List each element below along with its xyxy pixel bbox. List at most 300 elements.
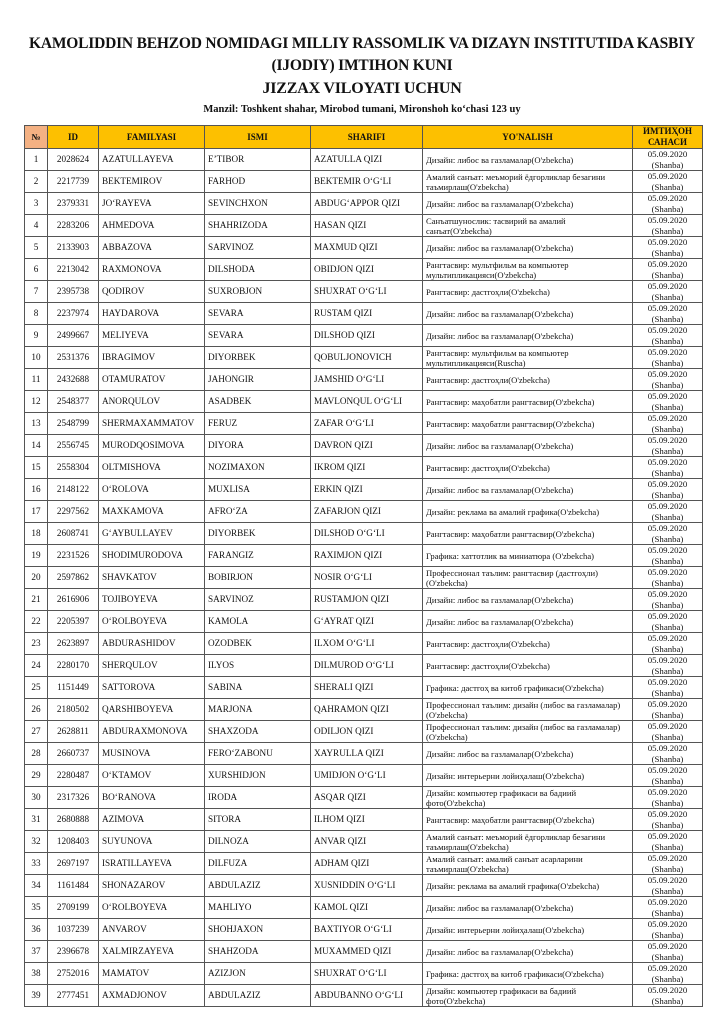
- cell-familyasi: AZIMOVA: [99, 809, 205, 831]
- cell-id: 2548799: [48, 413, 99, 435]
- cell-number: 33: [25, 853, 48, 875]
- cell-number: 26: [25, 699, 48, 721]
- cell-id: 2597862: [48, 567, 99, 589]
- cell-familyasi: QODIROV: [99, 281, 205, 303]
- cell-sharifi: DILSHOD QIZI: [311, 325, 423, 347]
- cell-yonalish: Дизайн: компьютер графикаси ва бадиий фото(O'zbekcha): [423, 787, 633, 809]
- candidates-table: [24, 125, 703, 1007]
- table-row: [25, 193, 703, 215]
- cell-familyasi: BEKTEMIROV: [99, 171, 205, 193]
- cell-exam-date: [633, 633, 703, 655]
- cell-exam-date: [633, 391, 703, 413]
- exam-date: 05.09.2020: [647, 677, 688, 687]
- table-row: [25, 743, 703, 765]
- exam-weekday: (Shanba): [651, 445, 684, 456]
- exam-weekday: (Shanba): [651, 907, 684, 918]
- cell-exam-date: [633, 347, 703, 369]
- cell-id: 1037239: [48, 919, 99, 941]
- document-title: [0, 33, 724, 77]
- table-row: [25, 325, 703, 347]
- table-row: [25, 963, 703, 985]
- cell-familyasi: MURODQOSIMOVA: [99, 435, 205, 457]
- cell-ismi: SUXROBJON: [205, 281, 311, 303]
- cell-number: 25: [25, 677, 48, 699]
- exam-date: 05.09.2020: [647, 611, 688, 621]
- cell-sharifi: ABDUG‘APPOR QIZI: [311, 193, 423, 215]
- exam-weekday: (Shanba): [651, 423, 684, 434]
- table-row: [25, 479, 703, 501]
- cell-number: 37: [25, 941, 48, 963]
- cell-familyasi: IBRAGIMOV: [99, 347, 205, 369]
- col-header-yonalish: YO'NALISH: [423, 126, 633, 149]
- cell-exam-date: [633, 523, 703, 545]
- table-row: [25, 655, 703, 677]
- table-row: [25, 985, 703, 1007]
- table-row: [25, 831, 703, 853]
- cell-familyasi: SHERQULOV: [99, 655, 205, 677]
- exam-date: 05.09.2020: [647, 215, 688, 225]
- exam-weekday: (Shanba): [651, 819, 684, 830]
- cell-familyasi: O‘ROLOVA: [99, 479, 205, 501]
- exam-date: 05.09.2020: [647, 435, 688, 445]
- cell-id: 2556745: [48, 435, 99, 457]
- table-row: [25, 149, 703, 171]
- cell-yonalish: Рангтасвир: дастгоҳли(O'zbekcha): [423, 655, 633, 677]
- cell-familyasi: AZATULLAYEVA: [99, 149, 205, 171]
- cell-yonalish: Дизайн: компьютер графикаси ва бадиий фото(O'zbekcha): [423, 985, 633, 1007]
- cell-ismi: DILFUZA: [205, 853, 311, 875]
- exam-date: 05.09.2020: [647, 501, 688, 511]
- cell-ismi: SARVINOZ: [205, 589, 311, 611]
- cell-exam-date: [633, 435, 703, 457]
- cell-familyasi: ISRATILLAYEVA: [99, 853, 205, 875]
- cell-ismi: FARHOD: [205, 171, 311, 193]
- cell-ismi: KAMOLA: [205, 611, 311, 633]
- exam-date: 05.09.2020: [647, 963, 688, 973]
- col-header-familyasi: FAMILYASI: [99, 126, 205, 149]
- cell-familyasi: ANORQULOV: [99, 391, 205, 413]
- exam-weekday: (Shanba): [651, 709, 684, 720]
- exam-weekday: (Shanba): [651, 599, 684, 610]
- cell-ismi: ASADBEK: [205, 391, 311, 413]
- cell-number: 11: [25, 369, 48, 391]
- cell-id: 2395738: [48, 281, 99, 303]
- table-row: [25, 897, 703, 919]
- exam-weekday: (Shanba): [651, 335, 684, 346]
- cell-exam-date: [633, 699, 703, 721]
- cell-yonalish: Рангтасвир: дастгоҳли(O'zbekcha): [423, 633, 633, 655]
- cell-id: 2558304: [48, 457, 99, 479]
- cell-id: 2660737: [48, 743, 99, 765]
- cell-sharifi: MAXMUD QIZI: [311, 237, 423, 259]
- exam-date: 05.09.2020: [647, 831, 688, 841]
- table-row: [25, 677, 703, 699]
- exam-weekday: (Shanba): [651, 313, 684, 324]
- cell-id: 2709199: [48, 897, 99, 919]
- cell-ismi: SARVINOZ: [205, 237, 311, 259]
- cell-sharifi: ZAFARJON QIZI: [311, 501, 423, 523]
- exam-date: 05.09.2020: [647, 941, 688, 951]
- exam-weekday: (Shanba): [651, 269, 684, 280]
- cell-yonalish: Рангтасвир: дастгоҳли(O'zbekcha): [423, 281, 633, 303]
- cell-exam-date: [633, 853, 703, 875]
- cell-familyasi: O‘KTAMOV: [99, 765, 205, 787]
- cell-id: 2280487: [48, 765, 99, 787]
- cell-exam-date: [633, 897, 703, 919]
- cell-yonalish: Дизайн: реклама ва амалий графика(O'zbekcha): [423, 875, 633, 897]
- cell-ismi: ABDULAZIZ: [205, 985, 311, 1007]
- exam-weekday: (Shanba): [651, 753, 684, 764]
- cell-familyasi: SHODIMURODOVA: [99, 545, 205, 567]
- cell-id: 2752016: [48, 963, 99, 985]
- cell-yonalish: Графика: дастгоҳ ва китоб графикаси(O'zbekcha): [423, 963, 633, 985]
- cell-familyasi: TOJIBOYEVA: [99, 589, 205, 611]
- cell-yonalish: Дизайн: интерьерни лойиҳалаш(O'zbekcha): [423, 919, 633, 941]
- exam-date: 05.09.2020: [647, 897, 688, 907]
- cell-sharifi: NOSIR O‘G‘LI: [311, 567, 423, 589]
- cell-sharifi: ILXOM O‘G‘LI: [311, 633, 423, 655]
- exam-weekday: (Shanba): [651, 489, 684, 500]
- address: Manzil: Toshkent shahar, Mirobod tumani, Mironshoh ko‘chasi 123 uy: [203, 104, 521, 115]
- exam-weekday: (Shanba): [651, 467, 684, 478]
- table-row: [25, 413, 703, 435]
- cell-exam-date: [633, 193, 703, 215]
- cell-ismi: MAHLIYO: [205, 897, 311, 919]
- cell-id: 1151449: [48, 677, 99, 699]
- cell-familyasi: QARSHIBOYEVA: [99, 699, 205, 721]
- col-header-sharifi: SHARIFI: [311, 126, 423, 149]
- col-header-exam-date-line2: САНАСИ: [647, 137, 688, 147]
- cell-familyasi: XALMIRZAYEVA: [99, 941, 205, 963]
- exam-date: 05.09.2020: [647, 787, 688, 797]
- cell-yonalish: Рангтасвир: мультфильм ва компьютер мультипликацияси(O'zbekcha): [423, 259, 633, 281]
- exam-date: 05.09.2020: [647, 633, 688, 643]
- exam-weekday: (Shanba): [651, 885, 684, 896]
- cell-ismi: SHAXZODA: [205, 721, 311, 743]
- cell-id: 1208403: [48, 831, 99, 853]
- cell-exam-date: [633, 875, 703, 897]
- cell-number: 5: [25, 237, 48, 259]
- cell-id: 2548377: [48, 391, 99, 413]
- cell-number: 10: [25, 347, 48, 369]
- exam-date: 05.09.2020: [647, 347, 688, 357]
- cell-exam-date: [633, 325, 703, 347]
- cell-familyasi: HAYDAROVA: [99, 303, 205, 325]
- cell-yonalish: Дизайн: либос ва газламалар(O'zbekcha): [423, 149, 633, 171]
- cell-sharifi: BEKTEMIR O‘G‘LI: [311, 171, 423, 193]
- cell-yonalish: Графика: хаттотлик ва миниатюра (O'zbekcha): [423, 545, 633, 567]
- cell-number: 27: [25, 721, 48, 743]
- exam-date: 05.09.2020: [647, 457, 688, 467]
- cell-exam-date: [633, 677, 703, 699]
- exam-date: 05.09.2020: [647, 171, 688, 181]
- cell-ismi: SEVARA: [205, 325, 311, 347]
- cell-sharifi: MAVLONQUL O‘G‘LI: [311, 391, 423, 413]
- cell-number: 36: [25, 919, 48, 941]
- cell-exam-date: [633, 171, 703, 193]
- cell-yonalish: Санъатшунослик: тасвирий ва амалий санъат(O'zbekcha): [423, 215, 633, 237]
- cell-sharifi: OBIDJON QIZI: [311, 259, 423, 281]
- cell-exam-date: [633, 303, 703, 325]
- cell-sharifi: HASAN QIZI: [311, 215, 423, 237]
- exam-weekday: (Shanba): [651, 643, 684, 654]
- cell-exam-date: [633, 787, 703, 809]
- cell-exam-date: [633, 611, 703, 633]
- cell-yonalish: Дизайн: либос ва газламалар(O'zbekcha): [423, 237, 633, 259]
- exam-weekday: (Shanba): [651, 511, 684, 522]
- cell-familyasi: SATTOROVA: [99, 677, 205, 699]
- cell-sharifi: SHUXRAT O‘G‘LI: [311, 281, 423, 303]
- cell-sharifi: KAMOL QIZI: [311, 897, 423, 919]
- table-row: [25, 303, 703, 325]
- cell-ismi: FARANGIZ: [205, 545, 311, 567]
- exam-weekday: (Shanba): [651, 357, 684, 368]
- cell-yonalish: Профессионал таълим: рангтасвир (дастгоҳли)(O'zbekcha): [423, 567, 633, 589]
- cell-sharifi: ERKIN QIZI: [311, 479, 423, 501]
- cell-sharifi: SHERALI QIZI: [311, 677, 423, 699]
- cell-ismi: SHOHJAXON: [205, 919, 311, 941]
- cell-ismi: AFRO‘ZA: [205, 501, 311, 523]
- cell-yonalish: Дизайн: либос ва газламалар(O'zbekcha): [423, 941, 633, 963]
- cell-familyasi: ABBAZOVA: [99, 237, 205, 259]
- cell-id: 2499667: [48, 325, 99, 347]
- cell-familyasi: O‘ROLBOYEVA: [99, 611, 205, 633]
- cell-ismi: E’TIBOR: [205, 149, 311, 171]
- cell-ismi: DIYORBEK: [205, 523, 311, 545]
- exam-weekday: (Shanba): [651, 797, 684, 808]
- cell-number: 24: [25, 655, 48, 677]
- cell-number: 9: [25, 325, 48, 347]
- cell-sharifi: DAVRON QIZI: [311, 435, 423, 457]
- cell-sharifi: ODILJON QIZI: [311, 721, 423, 743]
- cell-sharifi: SHUXRAT O‘G‘LI: [311, 963, 423, 985]
- cell-number: 7: [25, 281, 48, 303]
- col-header-ismi: ISMI: [205, 126, 311, 149]
- cell-exam-date: [633, 985, 703, 1007]
- cell-number: 29: [25, 765, 48, 787]
- col-header-id: ID: [48, 126, 99, 149]
- exam-weekday: (Shanba): [651, 203, 684, 214]
- cell-sharifi: RUSTAM QIZI: [311, 303, 423, 325]
- exam-weekday: (Shanba): [651, 863, 684, 874]
- table-row: [25, 457, 703, 479]
- table-row: [25, 523, 703, 545]
- exam-date: 05.09.2020: [647, 325, 688, 335]
- cell-exam-date: [633, 589, 703, 611]
- exam-date: 05.09.2020: [647, 875, 688, 885]
- cell-ismi: FERO‘ZABONU: [205, 743, 311, 765]
- cell-number: 19: [25, 545, 48, 567]
- cell-number: 8: [25, 303, 48, 325]
- cell-sharifi: DILSHOD O‘G‘LI: [311, 523, 423, 545]
- cell-number: 28: [25, 743, 48, 765]
- table-row: [25, 787, 703, 809]
- exam-date: 05.09.2020: [647, 281, 688, 291]
- exam-weekday: (Shanba): [651, 665, 684, 676]
- cell-exam-date: [633, 281, 703, 303]
- exam-weekday: (Shanba): [651, 291, 684, 302]
- cell-exam-date: [633, 919, 703, 941]
- cell-id: 2280170: [48, 655, 99, 677]
- cell-number: 1: [25, 149, 48, 171]
- cell-familyasi: O‘ROLBOYEVA: [99, 897, 205, 919]
- cell-ismi: FERUZ: [205, 413, 311, 435]
- cell-exam-date: [633, 215, 703, 237]
- cell-number: 16: [25, 479, 48, 501]
- cell-number: 6: [25, 259, 48, 281]
- exam-date: 05.09.2020: [647, 193, 688, 203]
- cell-familyasi: ABDURASHIDOV: [99, 633, 205, 655]
- cell-sharifi: XAYRULLA QIZI: [311, 743, 423, 765]
- exam-date: 05.09.2020: [647, 567, 688, 577]
- cell-yonalish: Дизайн: либос ва газламалар(O'zbekcha): [423, 611, 633, 633]
- cell-id: 2283206: [48, 215, 99, 237]
- cell-sharifi: QAHRAMON QIZI: [311, 699, 423, 721]
- cell-exam-date: [633, 655, 703, 677]
- table-row: [25, 545, 703, 567]
- cell-id: 2237974: [48, 303, 99, 325]
- cell-ismi: BOBIRJON: [205, 567, 311, 589]
- exam-date: 05.09.2020: [647, 391, 688, 401]
- cell-ismi: JAHONGIR: [205, 369, 311, 391]
- cell-number: 23: [25, 633, 48, 655]
- cell-yonalish: Дизайн: либос ва газламалар(O'zbekcha): [423, 303, 633, 325]
- cell-familyasi: BO‘RANOVA: [99, 787, 205, 809]
- cell-yonalish: Дизайн: либос ва газламалар(O'zbekcha): [423, 325, 633, 347]
- cell-number: 21: [25, 589, 48, 611]
- cell-id: 2396678: [48, 941, 99, 963]
- cell-ismi: IRODA: [205, 787, 311, 809]
- cell-yonalish: Рангтасвир: маҳобатли рангтасвир(O'zbekcha): [423, 391, 633, 413]
- cell-ismi: NOZIMAXON: [205, 457, 311, 479]
- cell-number: 20: [25, 567, 48, 589]
- cell-id: 2608741: [48, 523, 99, 545]
- cell-ismi: ABDULAZIZ: [205, 875, 311, 897]
- cell-ismi: SABINA: [205, 677, 311, 699]
- cell-yonalish: Амалий санъат: меъморий ёдгорликлар безагини таъмирлаш(O'zbekcha): [423, 171, 633, 193]
- exam-weekday: (Shanba): [651, 929, 684, 940]
- cell-familyasi: RAXMONOVA: [99, 259, 205, 281]
- table-row: [25, 391, 703, 413]
- cell-number: 30: [25, 787, 48, 809]
- cell-yonalish: Дизайн: либос ва газламалар(O'zbekcha): [423, 479, 633, 501]
- cell-yonalish: Дизайн: либос ва газламалар(O'zbekcha): [423, 435, 633, 457]
- cell-sharifi: ABDUBANNO O‘G‘LI: [311, 985, 423, 1007]
- exam-date: 05.09.2020: [647, 721, 688, 731]
- cell-familyasi: OTAMURATOV: [99, 369, 205, 391]
- cell-familyasi: ANVAROV: [99, 919, 205, 941]
- cell-ismi: SHAHRIZODA: [205, 215, 311, 237]
- cell-ismi: DIYORBEK: [205, 347, 311, 369]
- exam-weekday: (Shanba): [651, 379, 684, 390]
- cell-yonalish: Дизайн: реклама ва амалий графика(O'zbekcha): [423, 501, 633, 523]
- cell-sharifi: UMIDJON O‘G‘LI: [311, 765, 423, 787]
- exam-weekday: (Shanba): [651, 687, 684, 698]
- cell-ismi: MARJONA: [205, 699, 311, 721]
- cell-ismi: AZIZJON: [205, 963, 311, 985]
- cell-id: 2628811: [48, 721, 99, 743]
- col-header-number: №: [25, 126, 48, 149]
- cell-familyasi: JO‘RAYEVA: [99, 193, 205, 215]
- cell-sharifi: ILHOM QIZI: [311, 809, 423, 831]
- cell-ismi: OZODBEK: [205, 633, 311, 655]
- cell-exam-date: [633, 831, 703, 853]
- cell-yonalish: Рангтасвир: мультфильм ва компьютер мультипликацияси(Ruscha): [423, 347, 633, 369]
- cell-id: 2531376: [48, 347, 99, 369]
- cell-id: 2317326: [48, 787, 99, 809]
- cell-sharifi: ASQAR QIZI: [311, 787, 423, 809]
- cell-yonalish: Рангтасвир: маҳобатли рангтасвир(O'zbekcha): [423, 809, 633, 831]
- cell-id: 1161484: [48, 875, 99, 897]
- exam-weekday: (Shanba): [651, 577, 684, 588]
- cell-familyasi: SHERMAXAMMATOV: [99, 413, 205, 435]
- cell-ismi: SEVINCHXON: [205, 193, 311, 215]
- exam-date: 05.09.2020: [647, 523, 688, 533]
- cell-number: 31: [25, 809, 48, 831]
- table-row: [25, 633, 703, 655]
- cell-yonalish: Графика: дастгоҳ ва китоб графикаси(O'zbekcha): [423, 677, 633, 699]
- cell-number: 2: [25, 171, 48, 193]
- cell-familyasi: SHONAZAROV: [99, 875, 205, 897]
- exam-weekday: (Shanba): [651, 841, 684, 852]
- table-row: [25, 215, 703, 237]
- exam-date: 05.09.2020: [647, 743, 688, 753]
- title-line-1: KAMOLIDDIN BEHZOD NOMIDAGI MILLIY RASSOMLIK VA DIZAYN INSTITUTIDA KASBIY: [28, 35, 696, 52]
- cell-exam-date: [633, 545, 703, 567]
- cell-number: 32: [25, 831, 48, 853]
- cell-exam-date: [633, 149, 703, 171]
- cell-ismi: SEVARA: [205, 303, 311, 325]
- cell-sharifi: XUSNIDDIN O‘G‘LI: [311, 875, 423, 897]
- exam-weekday: (Shanba): [651, 181, 684, 192]
- exam-weekday: (Shanba): [651, 775, 684, 786]
- table-row: [25, 237, 703, 259]
- cell-familyasi: SUYUNOVA: [99, 831, 205, 853]
- cell-id: 2205397: [48, 611, 99, 633]
- cell-id: 2623897: [48, 633, 99, 655]
- table-row: [25, 347, 703, 369]
- cell-sharifi: MUXAMMED QIZI: [311, 941, 423, 963]
- table-row: [25, 941, 703, 963]
- cell-yonalish: Рангтасвир: дастгоҳли(O'zbekcha): [423, 369, 633, 391]
- cell-id: 2217739: [48, 171, 99, 193]
- cell-id: 2180502: [48, 699, 99, 721]
- cell-id: 2148122: [48, 479, 99, 501]
- cell-number: 35: [25, 897, 48, 919]
- cell-exam-date: [633, 743, 703, 765]
- cell-sharifi: AZATULLA QIZI: [311, 149, 423, 171]
- cell-ismi: MUXLISA: [205, 479, 311, 501]
- cell-id: 2028624: [48, 149, 99, 171]
- exam-date: 05.09.2020: [647, 259, 688, 269]
- exam-date: 05.09.2020: [647, 589, 688, 599]
- cell-exam-date: [633, 457, 703, 479]
- exam-weekday: (Shanba): [651, 973, 684, 984]
- table-row: [25, 699, 703, 721]
- col-header-exam-date: [633, 126, 703, 149]
- cell-exam-date: [633, 413, 703, 435]
- table-row: [25, 567, 703, 589]
- cell-ismi: XURSHIDJON: [205, 765, 311, 787]
- cell-yonalish: Профессионал таълим: дизайн (либос ва газламалар)(O'zbekcha): [423, 721, 633, 743]
- exam-weekday: (Shanba): [651, 247, 684, 258]
- cell-familyasi: MAXKAMOVA: [99, 501, 205, 523]
- cell-sharifi: ADHAM QIZI: [311, 853, 423, 875]
- cell-yonalish: Рангтасвир: маҳобатли рангтасвир(O'zbekcha): [423, 523, 633, 545]
- table-row: [25, 611, 703, 633]
- region-title: JIZZAX VILOYATI UCHUN: [262, 80, 462, 97]
- cell-yonalish: Рангтасвир: маҳобатли рангтасвир(O'zbekcha): [423, 413, 633, 435]
